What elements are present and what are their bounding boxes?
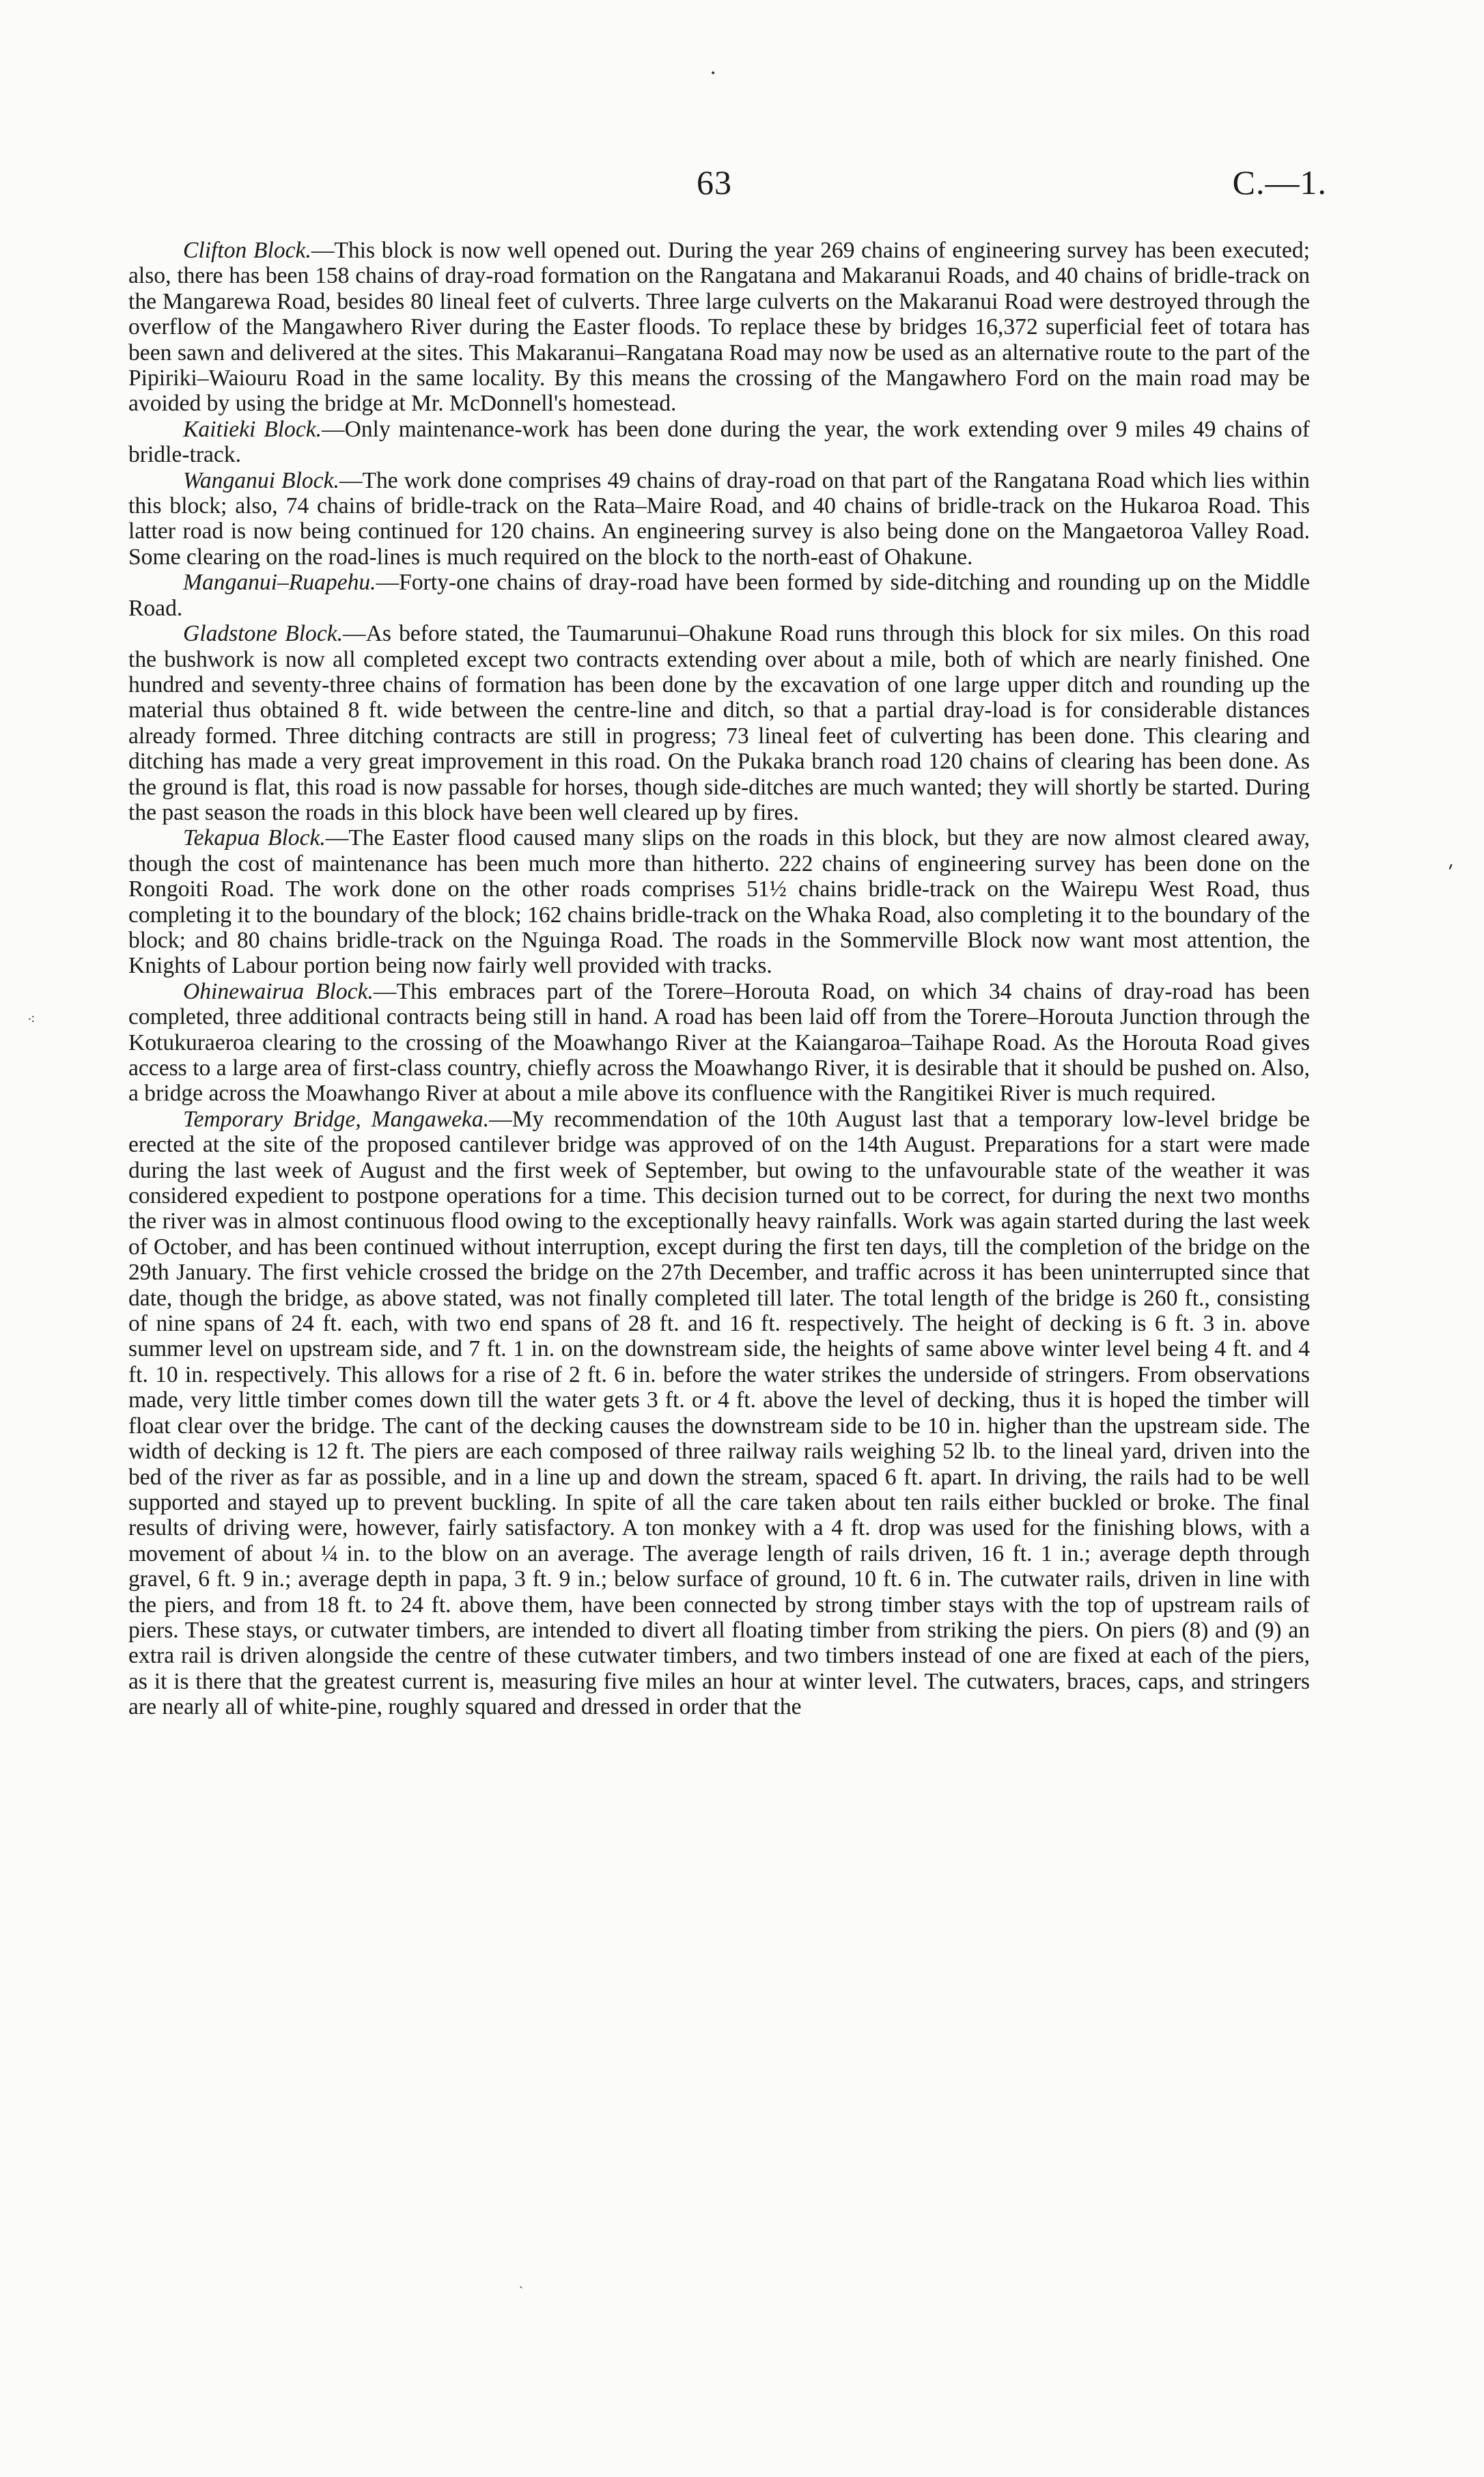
- paragraph-manganui-ruapehu: [128, 570, 1310, 621]
- paragraph-gladstone-block: [128, 621, 1310, 825]
- paragraph-heading: Temporary Bridge, Mangaweka.: [183, 1106, 490, 1132]
- paragraph-heading: Clifton Block.: [183, 238, 311, 263]
- paragraph-kaitieki-block: [128, 417, 1310, 468]
- document-code: C.—1.: [1232, 163, 1327, 202]
- paragraph-wanganui-block: [128, 468, 1310, 570]
- paragraph-tekapua-block: [128, 825, 1310, 978]
- page-number: 63: [697, 163, 732, 202]
- paragraph-text: —This embraces part of the Torere–Horouta Road, on which 34 chains of dray-road has been completed, three additional contracts being still in hand. A road has been laid off from the Torere–Horouta Junction through the Kotukuraeroa clearing to the crossing of the Moawhango River at the Kaiangaroa–Taihape Road. As the Horouta Road gives access to a large area of first-class country, chiefly across the Moawhango River, it is desirable that it should be pushed on. Also, a bridge across the Moawhango River at about a mile above its confluence with the Rangitikei River is much required.: [128, 978, 1310, 1107]
- paragraph-heading: Manganui–Ruapehu.: [183, 570, 376, 596]
- paragraph-ohinewairua-block: [128, 979, 1310, 1107]
- paragraph-text: —This block is now well opened out. During the year 269 chains of engineering survey has been executed; also, there has been 158 chains of dray-road formation on the Rangatana and Makaranui Roads, and 40 chains of bridle-track on the Mangarewa Road, besides 80 lineal feet of culverts. Three large culverts on the Makaranui Road were destroyed through the overflow of the Mangawhero River during the Easter floods. To replace these by bridges 16,372 superficial feet of totara has been sawn and delivered at the sites. This Makaranui–Rangatana Road may now be used as an alternative route to the part of the Pipiriki–Waiouru Road in the same locality. By this means the crossing of the Mangawhero Ford on the main road may be avoided by using the bridge at Mr. McDonnell's homestead.: [128, 238, 1310, 417]
- paragraph-text: —The Easter flood caused many slips on the roads in this block, but they are now almost cleared away, though the cost of maintenance has been much more than hitherto. 222 chains of engineering survey has been done on the Rongoiti Road. The work done on the other roads comprises 51½ chains bridle-track on the Wairepu West Road, thus completing it to the boundary of the block; 162 chains bridle-track on the Whaka Road, also completing it to the boundary of the block; and 80 chains bridle-track on the Nguinga Road. The roads in the Sommerville Block now want most attention, the Knights of Labour portion being now fairly well provided with tracks.: [128, 825, 1310, 979]
- body-text: [128, 238, 1310, 1720]
- paragraph-heading: Wanganui Block.: [183, 467, 339, 493]
- ink-speck-bottom: ˏ: [519, 2275, 523, 2289]
- margin-mark-left: ⁖: [27, 1011, 36, 1027]
- paragraph-text: —Forty-one chains of dray-road have been formed by side-ditching and rounding up on the Middle Road.: [128, 570, 1310, 621]
- paragraph-temporary-bridge-mangaweka: [128, 1107, 1310, 1720]
- paragraph-clifton-block: [128, 238, 1310, 417]
- paragraph-text: —The work done comprises 49 chains of dray-road on that part of the Rangatana Road which lies within this block; also, 74 chains of bridle-track on the Rata–Maire Road, and 40 chains of bridle-track on the Hukaroa Road. This latter road is now being continued for 120 chains. An engineering survey is also being done on the Mangaetoroa Valley Road. Some clearing on the road-lines is much required on the block to the north-east of Ohakune.: [128, 467, 1310, 570]
- paragraph-heading: Tekapua Block.: [183, 825, 326, 851]
- paragraph-text: —Only maintenance-work has been done during the year, the work extending over 9 miles 49 chains of bridle-track.: [128, 416, 1310, 468]
- margin-mark-right: ʹ: [1448, 862, 1454, 886]
- ink-speck-top: •: [710, 68, 716, 79]
- paragraph-heading: Ohinewairua Block.: [183, 978, 374, 1004]
- paragraph-text: —As before stated, the Taumarunui–Ohakune Road runs through this block for six miles. On this road the bushwork is now all completed except two contracts extending over about a mile, both of which are nearly finished. One hundred and seventy-three chains of formation has been done by the excavation of one large upper ditch and rounding up the material thus obtained 8 ft. wide between the centre-line and ditch, so that a partial dray-load is for considerable distances already formed. Three ditching contracts are still in progress; 73 lineal feet of culverting has been done. This clearing and ditching has made a very great improvement in this road. On the Pukaka branch road 120 chains of clearing has been done. As the ground is flat, this road is now passable for horses, though side-ditches are much wanted; they will shortly be started. During the past season the roads in this block have been well cleared up by fires.: [128, 621, 1310, 825]
- paragraph-heading: Kaitieki Block.: [183, 416, 322, 442]
- paragraph-text: —My recommendation of the 10th August last that a temporary low-level bridge be erected at the site of the proposed cantilever bridge was approved of on the 14th August. Preparations for a start were made during the last week of August and the first week of September, but owing to the unfavourable state of the weather it was considered expedient to postpone operations for a time. This decision turned out to be correct, for during the next two months the river was in almost continuous flood owing to the exceptionally heavy rainfalls. Work was again started during the last week of October, and has been continued without interruption, except during the first ten days, till the completion of the bridge on the 29th January. The first vehicle crossed the bridge on the 27th December, and traffic across it has been uninterrupted since that date, though the bridge, as above stated, was not finally completed till later. The total length of the bridge is 260 ft., consisting of nine spans of 24 ft. each, with two end spans of 28 ft. and 16 ft. respectively. The height of decking is 6 ft. 3 in. above summer level on upstream side, and 7 ft. 1 in. on the downstream side, the heights of same above winter level being 4 ft. and 4 ft. 10 in. respectively. This allows for a rise of 2 ft. 6 in. before the water strikes the underside of stringers. From observations made, very little timber comes down till the water gets 3 ft. or 4 ft. above the level of decking, thus it is hoped the timber will float clear over the bridge. The cant of the decking causes the downstream side to be 10 in. higher than the upstream side. The width of decking is 12 ft. The piers are each composed of three railway rails weighing 52 lb. to the lineal yard, driven into the bed of the river as far as possible, and in a line up and down the stream, spaced 6 ft. apart. In driving, the rails had to be well supported and stayed up to prevent buckling. In spite of all the care taken about ten rails either buckled or broke. The final results of driving were, however, fairly satisfactory. A ton monkey with a 4 ft. drop was used for the finishing blows, with a movement of about ¼ in. to the blow on an average. The average length of rails driven, 16 ft. 1 in.; average depth through gravel, 6 ft. 9 in.; average depth in papa, 3 ft. 9 in.; below surface of ground, 10 ft. 6 in. The cutwater rails, driven in line with the piers, and from 18 ft. to 24 ft. above them, have been connected by strong timber stays with the top of upstream rails of piers. These stays, or cutwater timbers, are intended to divert all floating timber from striking the piers. On piers (8) and (9) an extra rail is driven alongside the centre of these cutwater timbers, and two timbers instead of one are fixed at each of the piers, as it is there that the greatest current is, measuring five miles an hour at winter level. The cutwaters, braces, caps, and stringers are nearly all of white-pine, roughly squared and dressed in order that the: [128, 1106, 1310, 1720]
- page-header: [0, 163, 1484, 210]
- paragraph-heading: Gladstone Block.: [183, 621, 344, 647]
